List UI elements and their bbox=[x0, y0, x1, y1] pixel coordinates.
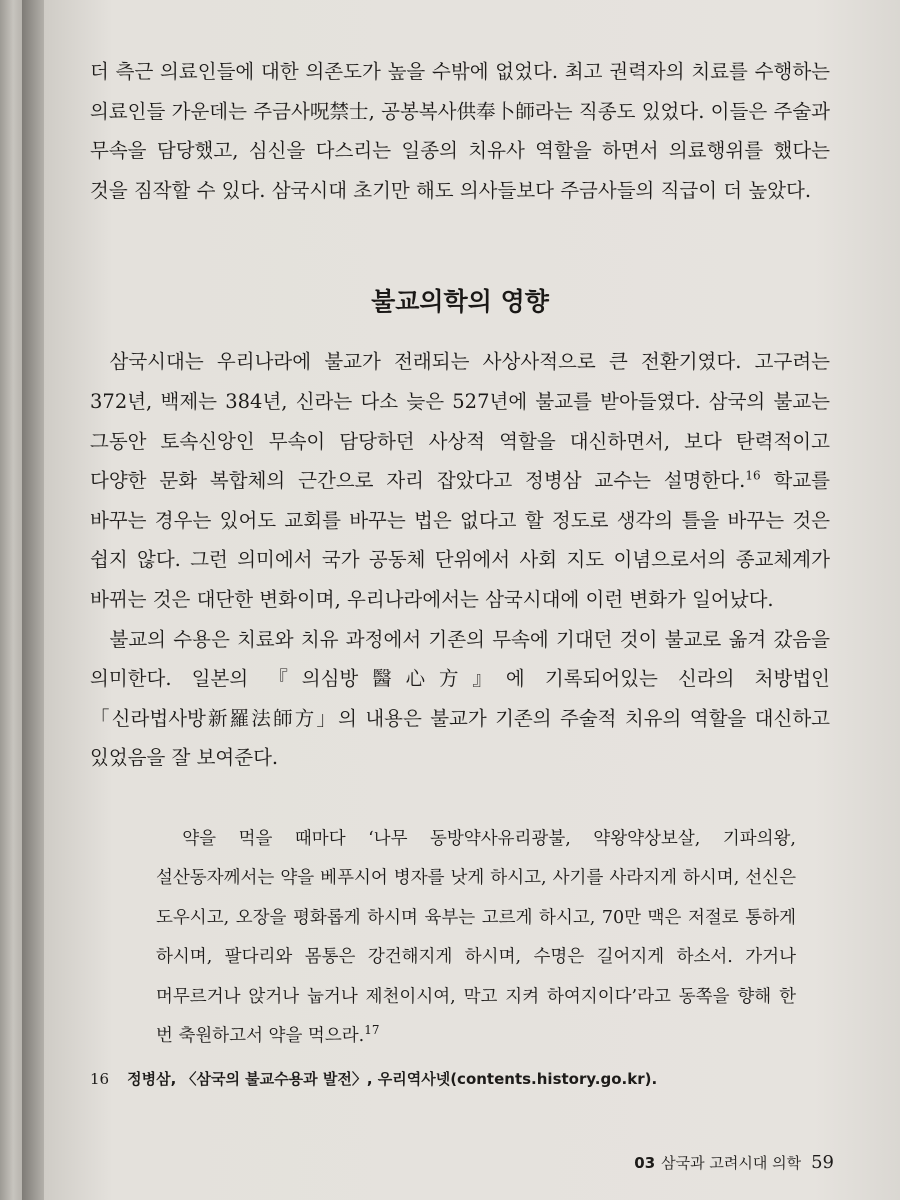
running-footer bbox=[634, 1152, 834, 1173]
footnote-ref-16: 16 bbox=[745, 468, 761, 483]
footnote-number: 16 bbox=[90, 1070, 110, 1088]
page-number: 59 bbox=[811, 1152, 834, 1173]
body-paragraph-2: 불교의 수용은 치료와 치유 과정에서 기존의 무속에 기대던 것이 불교로 옮겨 갔음을 의미한다. 일본의 『의심방醫心方』에 기록되어있는 신라의 처방법인 「신라법사방新羅法師方」의 내용은 불교가 기존의 주술적 치유의 역할을 대신하고 있었음을 잘 보여준다. bbox=[90, 627, 830, 770]
footnote-text: 정병삼, 〈삼국의 불교수용과 발전〉, 우리역사넷(contents.history.go.kr). bbox=[127, 1070, 658, 1088]
page-body bbox=[90, 52, 830, 1056]
paragraph-text: 학교를 바꾸는 경우는 있어도 교회를 바꾸는 법은 없다고 할 정도로 생각의 틀을 바꾸는 것은 쉽지 않다. 그런 의미에서 국가 공동체 단위에서 사회 지도 이념으로서의 종교체계가 바뀌는 것은 대단한 변화이며, 우리나라에서는 삼국시대에 이런 변화가 일어났다. bbox=[90, 469, 830, 611]
chapter-number: 03 bbox=[634, 1154, 656, 1172]
footnote-ref-17: 17 bbox=[364, 1023, 380, 1038]
chapter-title: 삼국과 고려시대 의학 bbox=[661, 1154, 802, 1172]
facing-page-edge bbox=[0, 0, 22, 1200]
quote-text: 약을 먹을 때마다 ‘나무 동방약사유리광불, 약왕약상보살, 기파의왕, 설산동자께서는 약을 베푸시어 병자를 낫게 하시고, 사기를 사라지게 하시며, 선신은 도우시고, 오장을 평화롭게 하시며 육부는 고르게 하시고, 70만 맥은 저절로 통하게 하시며, 팔다리와 몸통은 강건해지게 하시며, 수명은 길어지게 하소서. 가거나 머무르거나 앉거나 눕거나 제천이시여, 막고 지켜 하여지이다’라고 동쪽을 향해 한 번 축원하고서 약을 먹으라. bbox=[156, 828, 796, 1046]
paragraph-text: 삼국시대는 우리나라에 불교가 전래되는 사상사적으로 큰 전환기였다. 고구려는 372년, 백제는 384년, 신라는 다소 늦은 527년에 불교를 받아들였다. 삼국의 불교는 그동안 토속신앙인 무속이 담당하던 사상적 역할을 대신하면서, 보다 탄력적이고 다양한 문화 복합체의 근간으로 자리 잡았다고 정병삼 교수는 설명한다. bbox=[90, 350, 830, 493]
footnote bbox=[90, 1068, 657, 1089]
block-quote bbox=[156, 820, 796, 1056]
book-spine-shadow bbox=[22, 0, 44, 1200]
section-heading: 불교의학의 영향 bbox=[371, 287, 549, 317]
body-paragraph-1 bbox=[90, 342, 830, 619]
book-page bbox=[44, 0, 900, 1200]
body-paragraph-continued: 더 측근 의료인들에 대한 의존도가 높을 수밖에 없었다. 최고 권력자의 치료를 수행하는 의료인들 가운데는 주금사呪禁士, 공봉복사供奉卜師라는 직종도 있었다. 이들은 주술과 무속을 담당했고, 심신을 다스리는 일종의 치유사 역할을 하면서 의료행위를 했다는 것을 짐작할 수 있다. 삼국시대 초기만 해도 의사들보다 주금사들의 직급이 더 높았다. bbox=[90, 60, 830, 202]
